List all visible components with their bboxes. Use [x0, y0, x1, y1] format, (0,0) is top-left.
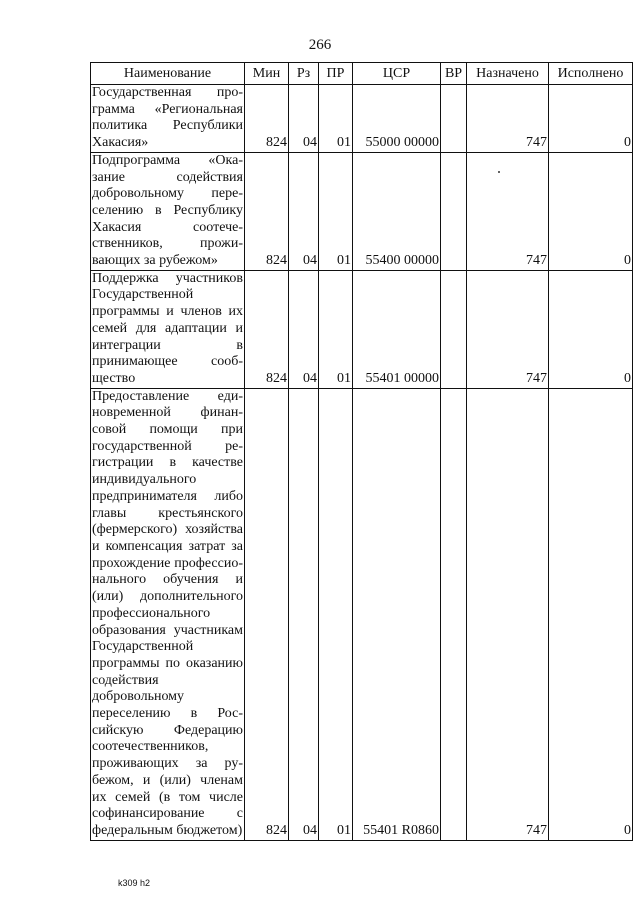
row-csr: 55401 R0860	[353, 388, 441, 840]
col-header-csr: ЦСР	[353, 63, 441, 85]
table-row	[91, 388, 633, 840]
row-csr: 55401 00000	[353, 270, 441, 388]
row-min: 824	[245, 85, 289, 153]
table-row	[91, 270, 633, 388]
row-executed: 0	[549, 388, 633, 840]
row-vr	[441, 388, 467, 840]
row-rz: 04	[289, 388, 319, 840]
row-assigned: 747	[467, 85, 549, 153]
row-assigned: 747	[467, 270, 549, 388]
row-name: Подпрограмма «Оказание содействия добровольному переселению в Республику Хакасия соотечественников, проживающих за рубежом»	[91, 152, 245, 270]
row-pr: 01	[319, 270, 353, 388]
row-min: 824	[245, 270, 289, 388]
row-executed: 0	[549, 152, 633, 270]
row-assigned: 747	[467, 388, 549, 840]
table-header-row	[91, 63, 633, 85]
table-row	[91, 152, 633, 270]
row-vr	[441, 85, 467, 153]
col-header-assigned: Назначено	[467, 63, 549, 85]
row-pr: 01	[319, 85, 353, 153]
row-pr: 01	[319, 388, 353, 840]
row-name: Предоставление единовременной финансовой помощи при государственной регистрации в качестве индивидуального предпринимателя либо главы крестьянского (фермерского) хозяйства и компенсация затрат за прохождение профессионального обучения и (или) дополнительного профессионального образования участникам Государственной программы по оказанию содействия добровольному переселению в Российскую Федерацию соотечественников, проживающих за рубежом, и (или) членам их семей (в том числе софинансирование с федеральным бюджетом)	[91, 388, 245, 840]
footer-code: k309 h2	[118, 878, 151, 888]
row-name: Поддержка участников Государственной программы и членов их семей для адаптации и интеграции в принимающее сообщество	[91, 270, 245, 388]
row-executed: 0	[549, 270, 633, 388]
page-number: 266	[308, 37, 332, 53]
row-pr: 01	[319, 152, 353, 270]
row-csr: 55000 00000	[353, 85, 441, 153]
row-assigned: 747	[467, 152, 549, 270]
col-header-pr: ПР	[319, 63, 353, 85]
row-name: Государственная программа «Региональная политика Республики Хакасия»	[91, 85, 245, 153]
row-rz: 04	[289, 152, 319, 270]
row-executed: 0	[549, 85, 633, 153]
row-vr	[441, 270, 467, 388]
row-min: 824	[245, 388, 289, 840]
budget-table	[90, 62, 633, 841]
row-rz: 04	[289, 270, 319, 388]
table-row	[91, 85, 633, 153]
col-header-min: Мин	[245, 63, 289, 85]
row-csr: 55400 00000	[353, 152, 441, 270]
row-vr	[441, 152, 467, 270]
row-rz: 04	[289, 85, 319, 153]
row-min: 824	[245, 152, 289, 270]
scan-speck	[498, 171, 500, 173]
col-header-name: Наименование	[91, 63, 245, 85]
col-header-vr: ВР	[441, 63, 467, 85]
col-header-executed: Исполнено	[549, 63, 633, 85]
col-header-rz: Рз	[289, 63, 319, 85]
